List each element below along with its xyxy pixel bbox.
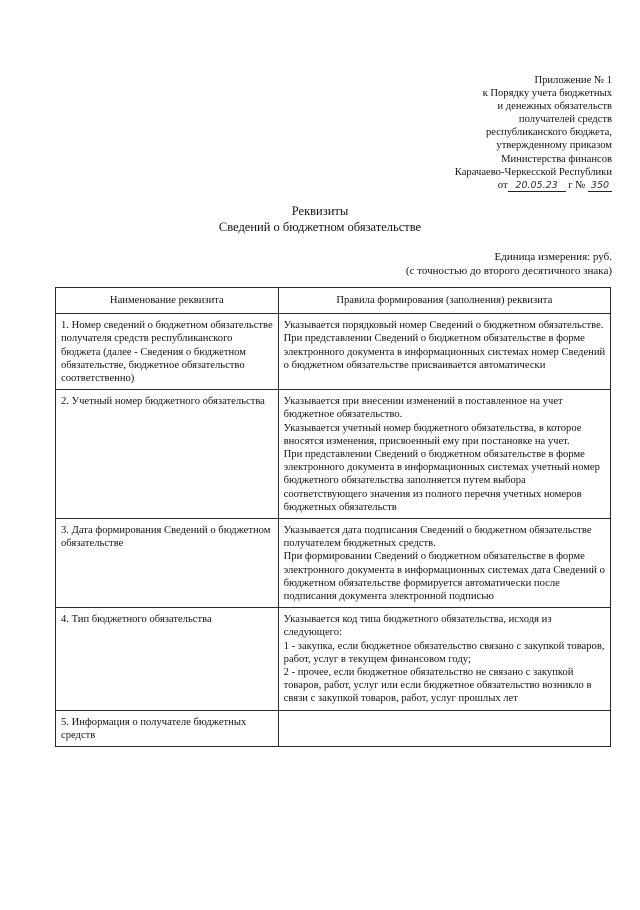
table-row [56, 519, 611, 608]
requisite-rules [278, 390, 610, 519]
rule-text: При формировании Сведений о бюджетном обязательстве в форме электронного документа в информационных системах дата Сведений о бюджетном обязательстве формируется автоматически после подписания документа электронной подписью [283, 551, 605, 603]
document-title [0, 204, 640, 235]
order-reference [455, 179, 612, 192]
table-header-row [56, 288, 611, 314]
header-name: Наименование реквизита [56, 288, 279, 314]
requisite-name: 1. Номер сведений о бюджетном обязательстве получателя средств республиканского бюджета (далее - Сведения о бюджетном обязательстве, бюджетное обязательство соответственно) [56, 314, 279, 390]
order-number: 350 [588, 180, 612, 192]
title-line-1: Реквизиты [291, 204, 349, 218]
requisite-name: 3. Дата формирования Сведений о бюджетном обязательстве [56, 519, 279, 608]
appendix-line: Приложение № 1 [534, 75, 612, 86]
appendix-line: утвержденному приказом [496, 140, 612, 152]
appendix-line: к Порядку учета бюджетных [482, 88, 612, 100]
requisite-name: 2. Учетный номер бюджетного обязательства [56, 390, 279, 519]
appendix-line: республиканского бюджета, [485, 127, 612, 139]
header-rules: Правила формирования (заполнения) реквизита [278, 288, 610, 314]
unit-of-measure [406, 251, 612, 278]
rule-text: 1 - закупка, если бюджетное обязательство связано с закупкой товаров, работ, услуг в текущем финансовом году; [283, 640, 605, 665]
title-line-2: Сведений о бюджетном обязательстве [218, 219, 422, 234]
table-row [56, 314, 611, 390]
requisite-rules [278, 710, 610, 746]
rule-text: При представлении Сведений о бюджетном обязательстве в форме электронного документа в информационных системах учетный номер бюджетного обязательства заполняется путем выбора соответствующего значения из полного перечня учетных номеров бюджетных обязательств [283, 449, 600, 513]
requisite-name: 4. Тип бюджетного обязательства [56, 608, 279, 710]
rule-text: Указывается порядковый номер Сведений о бюджетном обязательстве. [283, 320, 604, 332]
order-prefix: от [497, 179, 508, 191]
rule-text: Указывается код типа бюджетного обязательства, исходя из следующего: [283, 614, 552, 639]
appendix-header [455, 74, 612, 192]
appendix-line: Карачаево-Черкесской Республики [454, 166, 612, 178]
rule-text: Указывается при внесении изменений в поставленное на учет бюджетное обязательство. [283, 396, 563, 421]
order-mid: г № [568, 179, 586, 191]
rule-text: 2 - прочее, если бюджетное обязательство не связано с закупкой товаров, работ, услуг или если бюджетное обязательство возникло в связи с закупкой товаров, работ, услуг прошлых лет [283, 667, 592, 705]
order-date: 20.05.23 [508, 180, 566, 192]
table-row [56, 710, 611, 746]
unit-line-1: Единица измерения: руб. [494, 251, 612, 263]
appendix-line: получателей средств [518, 114, 612, 126]
appendix-line: и денежных обязательств [497, 101, 612, 113]
appendix-line: Министерства финансов [501, 153, 612, 165]
table-row [56, 608, 611, 710]
rule-text: При представлении Сведений о бюджетном обязательстве в форме электронного документа в информационных системах номер Сведений о бюджетном обязательстве присваивается автоматически [283, 333, 606, 371]
rule-text: Указывается учетный номер бюджетного обязательства, в которое вносятся изменения, присвоенный ему при постановке на учет. [283, 422, 582, 447]
unit-line-2: (с точностью до второго десятичного знака) [405, 264, 612, 277]
requisite-rules [278, 608, 610, 710]
requisite-rules [278, 314, 610, 390]
rule-text: Указывается дата подписания Сведений о бюджетном обязательстве получателем бюджетных средств. [283, 525, 592, 550]
requisite-name: 5. Информация о получателе бюджетных средств [56, 710, 279, 746]
requisites-table [55, 287, 611, 747]
requisite-rules [278, 519, 610, 608]
table-row [56, 390, 611, 519]
